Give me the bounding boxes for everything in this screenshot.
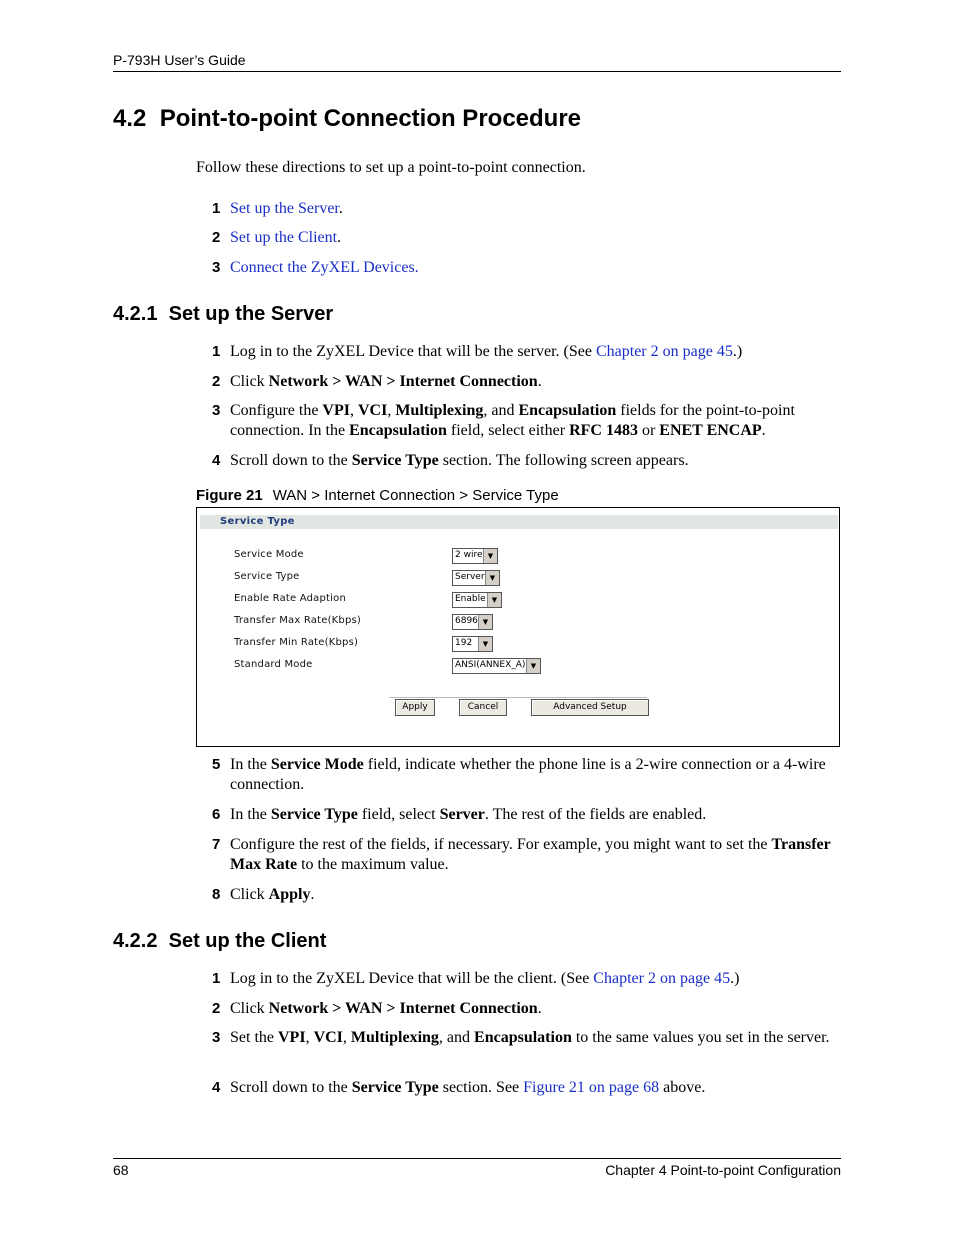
procedure-step: 2 Set up the Client. xyxy=(212,229,342,246)
service-mode-select[interactable]: 2 wire ▼ xyxy=(452,548,498,564)
max-rate-select[interactable]: 6896 ▼ xyxy=(452,614,493,630)
chevron-down-icon: ▼ xyxy=(478,615,492,629)
panel-title: Service Type xyxy=(220,516,295,527)
advanced-setup-button[interactable]: Advanced Setup xyxy=(531,699,649,716)
section-number: 4.2 xyxy=(113,105,147,132)
link-chapter-2[interactable]: Chapter 2 on page 45 xyxy=(593,970,731,987)
server-step-7: 7 Configure the rest of the fields, if necessary. For example, you might want to set the Transfer Max Rate to the maximum value. xyxy=(212,836,831,873)
client-step-2: 2 Click Network > WAN > Internet Connection. xyxy=(212,1000,542,1017)
server-step-6: 6 In the Service Type field, select Server. The rest of the fields are enabled. xyxy=(212,806,707,823)
chevron-down-icon: ▼ xyxy=(487,593,501,607)
button-divider xyxy=(389,697,647,698)
figure-label: Figure 21 xyxy=(196,487,263,504)
server-step-3: 3 Configure the VPI, VCI, Multiplexing, and Encapsulation fields for the point-to-point connection. In the Encapsulation field, select either RFC 1483 or ENET ENCAP. xyxy=(212,402,795,439)
figure-caption xyxy=(196,487,559,504)
subsection-heading-client: 4.2.2 Set up the Client xyxy=(113,930,327,952)
section-title: Point-to-point Connection Procedure xyxy=(159,105,582,132)
server-step-1: 1 Log in to the ZyXEL Device that will be the server. (See Chapter 2 on page 45.) xyxy=(212,343,743,360)
panel-header xyxy=(200,515,838,529)
link-connect-devices[interactable]: Connect the ZyXEL Devices. xyxy=(230,259,419,276)
service-type-select[interactable]: Server ▼ xyxy=(452,570,500,586)
chevron-down-icon: ▼ xyxy=(483,549,497,563)
rate-adaption-select[interactable]: Enable ▼ xyxy=(452,592,502,608)
min-rate-label: Transfer Min Rate(Kbps) xyxy=(234,637,359,648)
server-step-8: 8 Click Apply. xyxy=(212,886,315,903)
rate-adaption-label: Enable Rate Adaption xyxy=(234,593,346,604)
procedure-step: 1 Set up the Server. xyxy=(212,200,343,217)
figure-title: WAN > Internet Connection > Service Type xyxy=(272,487,559,504)
link-set-up-client[interactable]: Set up the Client xyxy=(230,229,338,246)
min-rate-select[interactable]: 192 ▼ xyxy=(452,636,493,652)
subsection-heading-server: 4.2.1 Set up the Server xyxy=(113,303,334,325)
service-type-label: Service Type xyxy=(234,571,300,582)
chevron-down-icon: ▼ xyxy=(526,659,540,673)
header-rule xyxy=(113,71,841,72)
client-step-3: 3 Set the VPI, VCI, Multiplexing, and Encapsulation to the same values you set in the server. xyxy=(212,1029,830,1046)
chapter-title: Chapter 4 Point-to-point Configuration xyxy=(605,1162,841,1178)
page-number: 68 xyxy=(113,1162,129,1178)
apply-button[interactable]: Apply xyxy=(395,699,435,716)
service-mode-label: Service Mode xyxy=(234,549,304,560)
section-heading xyxy=(113,105,581,133)
running-head: P-793H User’s Guide xyxy=(113,52,246,68)
service-type-screenshot xyxy=(196,507,840,747)
client-step-4: 4 Scroll down to the Service Type section. See Figure 21 on page 68 above. xyxy=(212,1079,706,1096)
chevron-down-icon: ▼ xyxy=(485,571,499,585)
cancel-button[interactable]: Cancel xyxy=(459,699,507,716)
server-step-4: 4 Scroll down to the Service Type section. The following screen appears. xyxy=(212,452,689,469)
link-set-up-server[interactable]: Set up the Server xyxy=(230,200,339,217)
standard-mode-label: Standard Mode xyxy=(234,659,313,670)
footer-rule xyxy=(113,1158,841,1159)
link-figure-21[interactable]: Figure 21 on page 68 xyxy=(523,1079,660,1096)
standard-mode-select[interactable]: ANSI(ANNEX_A) ▼ xyxy=(452,658,541,674)
max-rate-label: Transfer Max Rate(Kbps) xyxy=(234,615,362,626)
intro-paragraph: Follow these directions to set up a point-to-point connection. xyxy=(196,159,586,176)
link-chapter-2[interactable]: Chapter 2 on page 45 xyxy=(595,343,733,360)
server-step-2: 2 Click Network > WAN > Internet Connection. xyxy=(212,373,542,390)
client-step-1: 1 Log in to the ZyXEL Device that will be the client. (See Chapter 2 on page 45.) xyxy=(212,970,740,987)
chevron-down-icon: ▼ xyxy=(478,637,492,651)
server-step-5: 5 In the Service Mode field, indicate whether the phone line is a 2-wire connection or a 4-wire connection. xyxy=(212,756,826,793)
procedure-step: 3 Connect the ZyXEL Devices. xyxy=(212,259,419,276)
